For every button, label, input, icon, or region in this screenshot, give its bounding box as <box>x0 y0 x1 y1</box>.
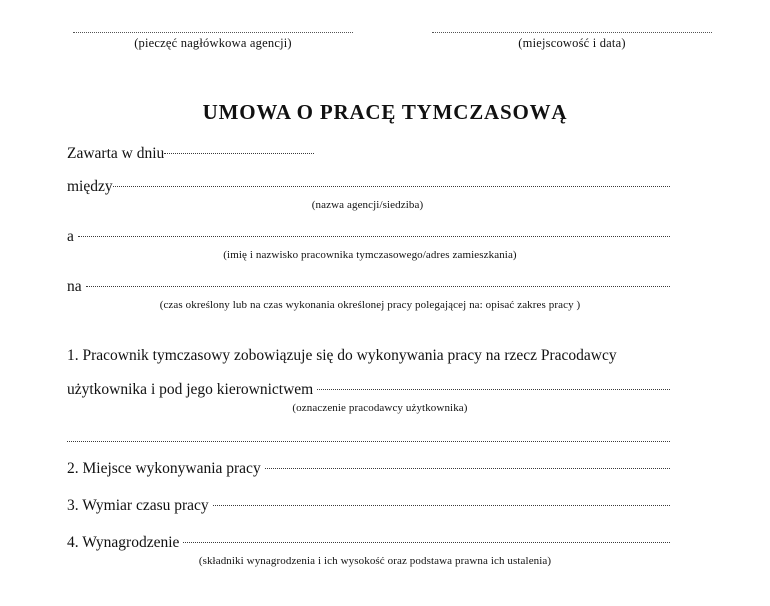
concluded-date-fill-line[interactable] <box>164 153 314 154</box>
between-caption: (nazwa agencji/siedziba) <box>311 199 424 211</box>
and-caption: (imię i nazwisko pracownika tymczasowego/adres zamieszkania) <box>223 249 517 261</box>
clause-2-label: 2. Miejsce wykonywania pracy <box>67 460 261 477</box>
clause-4-row <box>67 534 670 552</box>
clause-2-fill-line[interactable] <box>265 468 670 469</box>
clause-3-label: 3. Wymiar czasu pracy <box>67 497 209 514</box>
and-fill-line[interactable] <box>78 236 670 237</box>
duration-label: na <box>67 278 82 295</box>
clause-3-fill-line[interactable] <box>213 505 670 506</box>
clause-3-row <box>67 497 670 515</box>
clause-1-line-1 <box>67 347 670 365</box>
place-date-fill-line[interactable] <box>432 22 712 33</box>
field-row-concluded-date <box>67 145 367 163</box>
duration-fill-line[interactable] <box>86 286 670 287</box>
clause-4-label: 4. Wynagrodzenie <box>67 534 180 551</box>
duration-caption: (czas określony lub na czas wykonania określonej pracy polegającej na: opisać zakres pracy ) <box>159 299 581 311</box>
document-title: UMOWA O PRACĘ TYMCZASOWĄ <box>202 100 568 124</box>
clause-1-text-line-2: użytkownika i pod jego kierownictwem <box>67 381 314 398</box>
clause-1-continuation-fill-line[interactable] <box>67 441 670 442</box>
clause-1-caption: (oznaczenie pracodawcy użytkownika) <box>292 402 468 414</box>
field-row-between <box>67 178 670 196</box>
clause-2-row <box>67 460 670 478</box>
clause-4-caption: (składniki wynagrodzenia i ich wysokość oraz podstawa prawna ich ustalenia) <box>198 555 552 567</box>
place-date-caption: (miejscowość i data) <box>518 36 626 50</box>
field-row-duration <box>67 278 670 296</box>
agency-stamp-caption: (pieczęć nagłówkowa agencji) <box>134 36 292 50</box>
header-agency-stamp-block <box>63 22 363 51</box>
field-row-and <box>67 228 670 246</box>
clause-1-text-line-1: 1. Pracownik tymczasowy zobowiązuje się do wykonywania pracy na rzecz Pracodawcy <box>67 347 617 364</box>
between-fill-line[interactable] <box>113 186 670 187</box>
concluded-date-label: Zawarta w dniu <box>67 145 165 162</box>
clause-4-fill-line[interactable] <box>183 542 670 543</box>
clause-1-employer-fill-line[interactable] <box>317 389 670 390</box>
between-label: między <box>67 178 113 195</box>
clause-1-line-2 <box>67 381 670 399</box>
agency-stamp-fill-line[interactable] <box>73 22 353 33</box>
header-place-date-block <box>422 22 722 51</box>
document-header <box>0 22 770 51</box>
and-label: a <box>67 228 74 245</box>
